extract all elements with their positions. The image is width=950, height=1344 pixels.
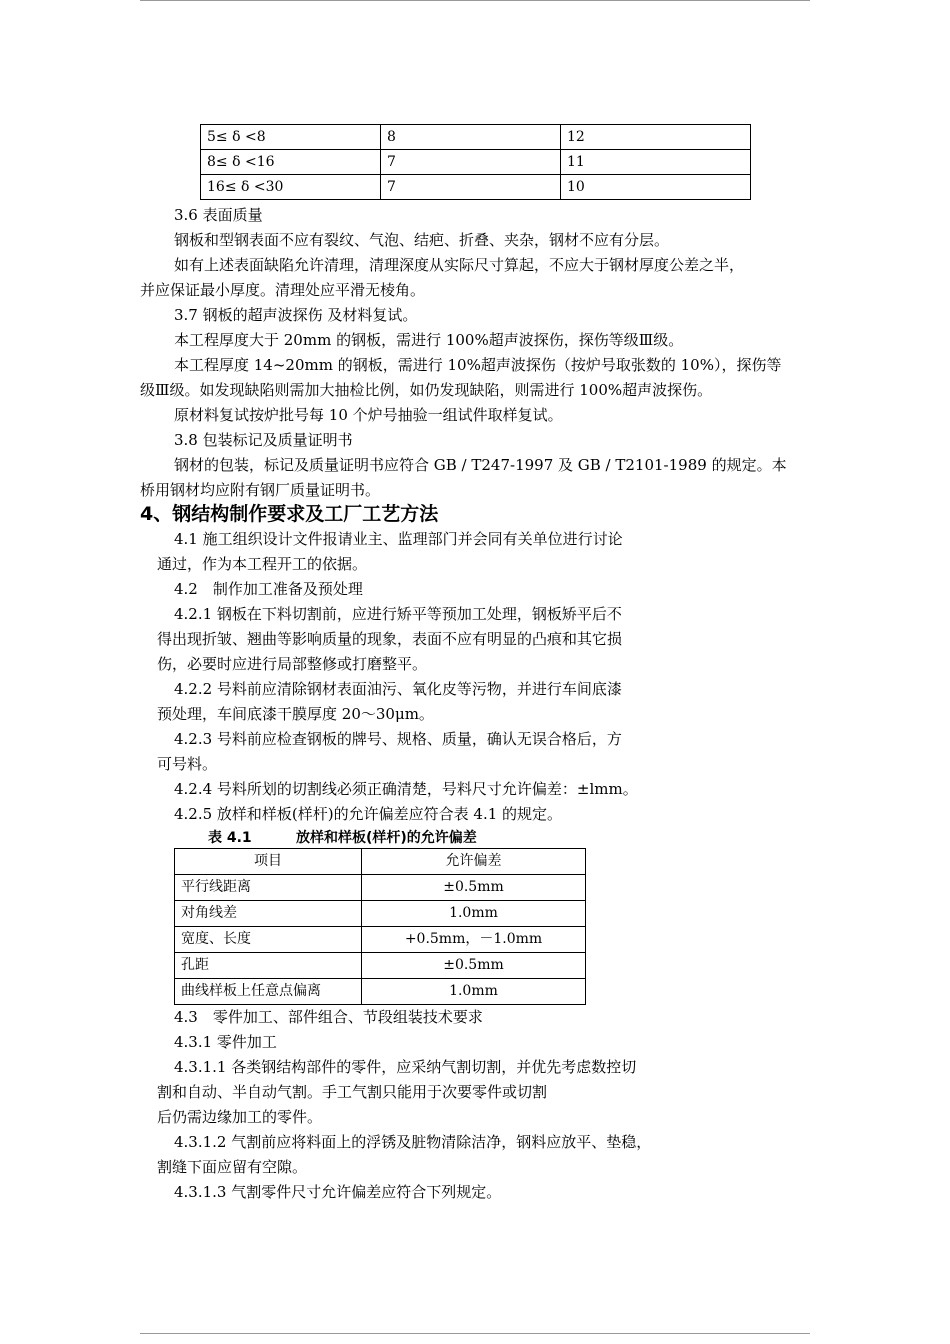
table-cell: ±0.5mm (362, 875, 586, 901)
table-cell: 1.0mm (362, 901, 586, 927)
table-cell: ±0.5mm (362, 953, 586, 979)
paragraph-line: 钢材的包装，标记及质量证明书应符合 GB / T247-1997 及 GB / T2101-1989 的规定。本 (174, 456, 787, 474)
section-heading-4-2: 4.2 制作加工准备及预处理 (174, 580, 363, 598)
table-cell: 10 (561, 175, 751, 200)
paragraph-line: 并应保证最小厚度。清理处应平滑无棱角。 (140, 281, 426, 299)
table-header-row (175, 849, 586, 875)
paragraph-line: 原材料复试按炉批号每 10 个炉号抽验一组试件取样复试。 (174, 406, 563, 424)
section-title-4: 4、钢结构制作要求及工厂工艺方法 (140, 503, 439, 525)
table-cell: 7 (381, 150, 561, 175)
paragraph-line: 得出现折皱、翘曲等影响质量的现象，表面不应有明显的凸痕和其它损 (157, 630, 623, 648)
table-row (201, 125, 751, 150)
table-cell: 5≤ δ <8 (201, 125, 381, 150)
table-cell: 曲线样板上任意点偏离 (175, 979, 362, 1005)
table-caption-number: 表 4.1 (208, 830, 252, 846)
column-header: 允许偏差 (362, 849, 586, 875)
table-row (175, 901, 586, 927)
section-heading-4-3-1: 4.3.1 零件加工 (174, 1033, 277, 1051)
table-row (201, 150, 751, 175)
table-cell: 8≤ δ <16 (201, 150, 381, 175)
paragraph-line: 4.3.1.3 气割零件尺寸允许偏差应符合下列规定。 (174, 1183, 502, 1201)
paragraph-line: 割和自动、半自动气割。手工气割只能用于次要零件或切割 (157, 1083, 548, 1101)
table-caption-title: 放样和样板(样杆)的允许偏差 (296, 830, 477, 846)
table-row (175, 927, 586, 953)
paragraph-line: 4.2.1 钢板在下料切割前，应进行矫平等预加工处理，钢板矫平后不 (174, 605, 622, 623)
table-cell: 对角线差 (175, 901, 362, 927)
paragraph-line: 本工程厚度 14~20mm 的钢板，需进行 10%超声波探伤（按炉号取张数的 10%），探伤等 (174, 356, 782, 374)
table-cell: 宽度、长度 (175, 927, 362, 953)
table-cell: 11 (561, 150, 751, 175)
paragraph-line: 可号料。 (157, 755, 218, 773)
table-row (175, 875, 586, 901)
table-cell: 12 (561, 125, 751, 150)
section-heading-3-6: 3.6 表面质量 (174, 206, 263, 224)
page-top-rule (140, 0, 810, 1)
paragraph-line: 钢板和型钢表面不应有裂纹、气泡、结疤、折叠、夹杂，钢材不应有分层。 (174, 231, 670, 249)
table-row (175, 953, 586, 979)
table-cell: 1.0mm (362, 979, 586, 1005)
table-cell: 16≤ δ <30 (201, 175, 381, 200)
page-bottom-rule (140, 1333, 810, 1334)
paragraph-line: 4.3.1.2 气割前应将料面上的浮锈及脏物清除洁净，钢料应放平、垫稳， (174, 1133, 652, 1151)
paragraph-line: 4.2.5 放样和样板(样杆)的允许偏差应符合表 4.1 的规定。 (174, 805, 563, 823)
paragraph-line: 割缝下面应留有空隙。 (157, 1158, 308, 1176)
column-header: 项目 (175, 849, 362, 875)
table-row (175, 979, 586, 1005)
paragraph-line: 预处理，车间底漆干膜厚度 20～30μm。 (157, 705, 434, 723)
section-heading-4-3: 4.3 零件加工、部件组合、节段组装技术要求 (174, 1008, 483, 1026)
paragraph-line: 伤，必要时应进行局部整修或打磨整平。 (157, 655, 428, 673)
paragraph-line: 4.2.2 号料前应清除钢材表面油污、氧化皮等污物，并进行车间底漆 (174, 680, 622, 698)
table-row (201, 175, 751, 200)
paragraph-line: 本工程厚度大于 20mm 的钢板，需进行 100%超声波探伤，探伤等级Ⅲ级。 (174, 331, 684, 349)
thickness-tolerance-table (200, 124, 751, 200)
table-cell: 7 (381, 175, 561, 200)
paragraph-line: 通过，作为本工程开工的依据。 (157, 555, 368, 573)
paragraph-line: 桥用钢材均应附有钢厂质量证明书。 (140, 481, 381, 499)
paragraph-line: 级Ⅲ级。如发现缺陷则需加大抽检比例，如仍发现缺陷，则需进行 100%超声波探伤。 (140, 381, 713, 399)
paragraph-line: 后仍需边缘加工的零件。 (157, 1108, 323, 1126)
layout-tolerance-table (174, 848, 586, 1005)
paragraph-line: 4.2.4 号料所划的切割线必须正确清楚，号料尺寸允许偏差：±lmm。 (174, 780, 638, 798)
section-heading-3-8: 3.8 包装标记及质量证明书 (174, 431, 353, 449)
paragraph-line: 4.3.1.1 各类钢结构部件的零件，应采纳气割切割，并优先考虑数控切 (174, 1058, 637, 1076)
table-cell: 孔距 (175, 953, 362, 979)
paragraph-line: 4.1 施工组织设计文件报请业主、监理部门并会同有关单位进行讨论 (174, 530, 623, 548)
table-cell: 8 (381, 125, 561, 150)
table-cell: 平行线距离 (175, 875, 362, 901)
paragraph-line: 4.2.3 号料前应检查钢板的牌号、规格、质量，确认无误合格后，方 (174, 730, 622, 748)
paragraph-line: 如有上述表面缺陷允许清理，清理深度从实际尺寸算起，不应大于钢材厚度公差之半， (174, 256, 745, 274)
section-heading-3-7: 3.7 钢板的超声波探伤 及材料复试。 (174, 306, 418, 324)
table-cell: +0.5mm，－1.0mm (362, 927, 586, 953)
